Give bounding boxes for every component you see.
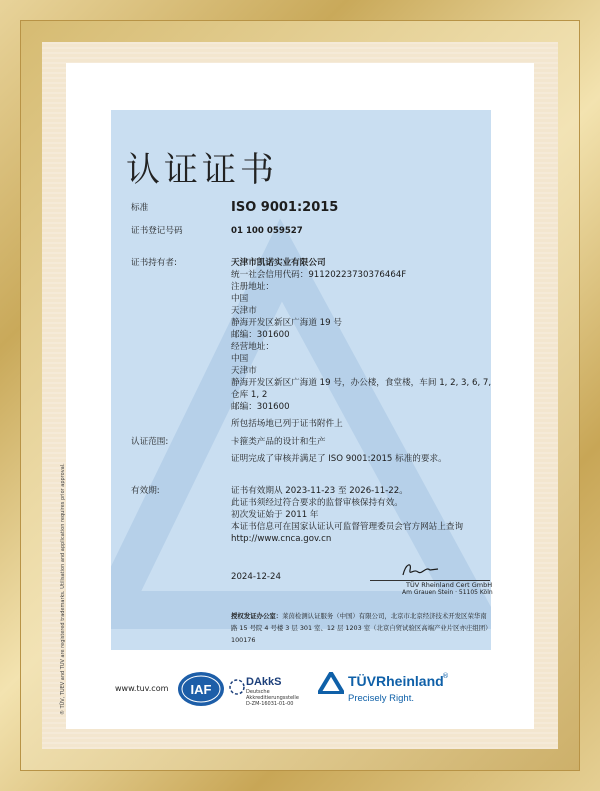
holder-line: 中国 — [231, 294, 249, 304]
holder-line: 统一社会信用代码：91120223730376464F — [231, 270, 407, 280]
holder-line: 仓库 1, 2 — [231, 390, 268, 400]
holder-line: 邮编：301600 — [231, 402, 290, 412]
scope-label: 认证范围: — [131, 437, 169, 447]
dakks-sub2: Akkreditierungsstelle — [246, 695, 299, 701]
cnca-url: http://www.cnca.gov.cn — [231, 534, 332, 544]
attachment-note: 所包括场地已列于证书附件上 — [231, 419, 343, 429]
authorized-line: 莱茵检测认证服务（中国）有限公司，北京市北京经济技术开发区荣华南 — [282, 612, 487, 620]
standard-value: ISO 9001:2015 — [231, 200, 339, 215]
reg-value: 01 100 059527 — [231, 226, 303, 236]
authorized-postcode: 100176 — [231, 636, 256, 644]
dakks-logo — [229, 669, 313, 709]
website-link[interactable]: www.tuv.com — [115, 684, 169, 693]
holder-line: 天津市 — [231, 366, 257, 376]
issuer-name: TÜV Rheinland Cert GmbH — [406, 581, 493, 589]
dakks-sub3: D-ZM-16031-01-00 — [246, 701, 294, 707]
dakks-sub1: Deutsche — [246, 689, 270, 695]
iaf-logo-icon — [177, 669, 225, 709]
holder-line: 注册地址： — [231, 282, 274, 292]
holder-line: 静海开发区新区广海道 19 号 — [231, 318, 342, 328]
holder-line: 邮编：301600 — [231, 330, 290, 340]
tuv-slogan: Precisely Right. — [348, 693, 414, 704]
validity-line: 证书有效期从 2023-11-23 至 2026-11-22。 — [231, 486, 408, 496]
validity-line: 初次发证始于 2011 年 — [231, 510, 319, 520]
holder-line: 中国 — [231, 354, 249, 364]
holder-line: 天津市 — [231, 306, 257, 316]
holder-line: 天津市凯诺实业有限公司 — [231, 258, 326, 268]
dakks-label: DAkkS — [246, 676, 282, 688]
compliance-statement: 证明完成了审核并满足了 ISO 9001:2015 标准的要求。 — [231, 454, 447, 464]
iaf-label: IAF — [190, 682, 212, 697]
scope-value: 卡箍类产品的设计和生产 — [231, 437, 326, 447]
trademark-side-note: ® TÜV, TUEV and TUV are registered trademarks. Utilisation and application requires prior approval. — [60, 463, 66, 715]
tuv-triangle-icon — [318, 672, 344, 694]
tuv-rheinland-logo — [318, 668, 458, 708]
authorized-line: 路 15 号院 4 号楼 3 层 301 室、12 层 1203 室（北京自贸试验区高端产业片区亦庄组团） — [231, 624, 492, 632]
authorized-label: 授权发证办公室： — [231, 612, 283, 620]
validity-line: 本证书信息可在国家认证认可监督管理委员会官方网站上查询 — [231, 522, 464, 532]
holder-line: 经营地址： — [231, 342, 274, 352]
issuer-address: Am Grauen Stein · 51105 Köln — [402, 589, 493, 596]
tuv-reg-mark: ® — [442, 672, 449, 680]
issue-date: 2024-12-24 — [231, 572, 281, 582]
authorized-office — [231, 611, 487, 621]
reg-label: 证书登记号码 — [131, 226, 183, 236]
validity-label: 有效期: — [131, 486, 160, 496]
certificate-title: 认证证书 — [126, 150, 278, 190]
validity-line: 此证书须经过符合要求的监督审核保持有效。 — [231, 498, 403, 508]
tuv-brand: TÜVRheinland — [348, 673, 444, 689]
standard-label: 标准 — [131, 203, 149, 213]
holder-line: 静海开发区新区广海道 19 号，办公楼，食堂楼，车间 1, 2, 3, 6, 7, — [231, 378, 492, 388]
signature-mark — [400, 560, 440, 580]
holder-label: 证书持有者: — [131, 258, 177, 268]
